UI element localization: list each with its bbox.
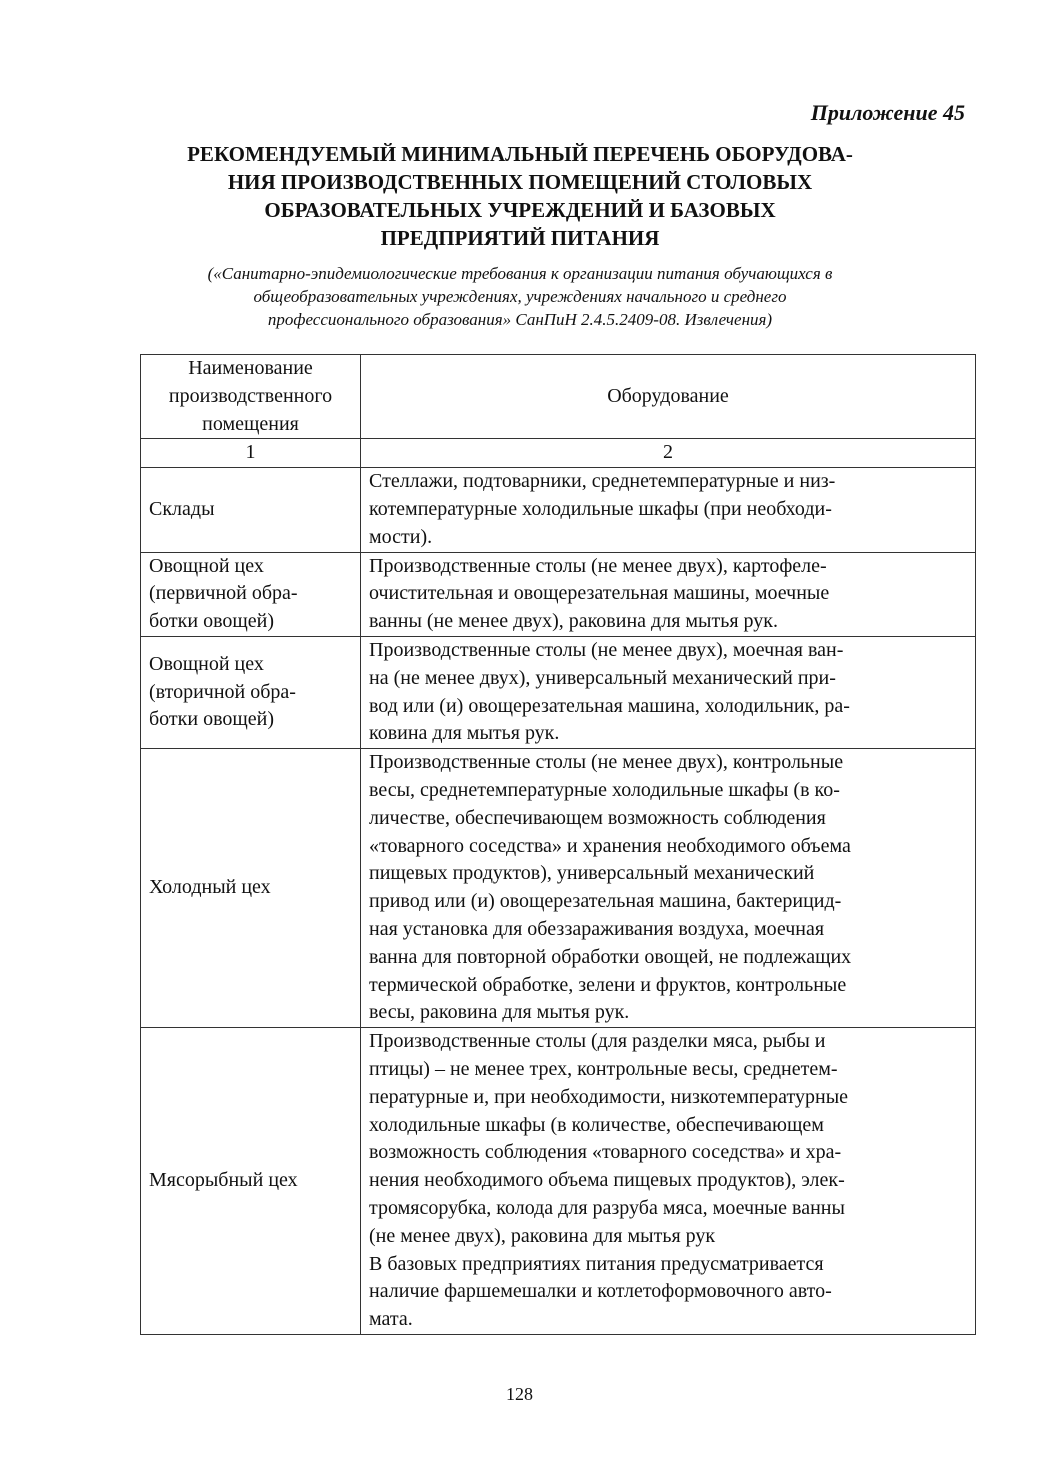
equipment-line: на (не менее двух), универсальный механический при- — [369, 666, 836, 689]
equipment-line: Производственные столы (не менее двух), картофеле- — [369, 554, 827, 577]
subtitle-line: общеобразовательных учреждениях, учреждениях начального и среднего — [253, 287, 787, 306]
equipment-line: весы, среднетемпературные холодильные шкафы (в ко- — [369, 778, 840, 801]
title-line: РЕКОМЕНДУЕМЫЙ МИНИМАЛЬНЫЙ ПЕРЕЧЕНЬ ОБОРУДОВА- — [187, 142, 853, 166]
equipment-line: наличие фаршемешалки и котлетоформовочного авто- — [369, 1280, 832, 1303]
equipment-cell — [361, 552, 976, 636]
equipment-line: Стеллажи, подтоварники, среднетемпературные и низ- — [369, 470, 836, 493]
document-subtitle — [120, 262, 920, 331]
equipment-cell — [361, 468, 976, 552]
header-equipment: Оборудование — [361, 355, 976, 439]
equipment-line: ванны (не менее двух), раковина для мытья рук. — [369, 610, 778, 633]
equipment-line: Производственные столы (не менее двух), моечная ван- — [369, 638, 844, 661]
table-number-row — [141, 439, 976, 468]
column-number: 1 — [141, 439, 361, 468]
header-line: производственного — [168, 384, 333, 407]
table-row — [141, 1028, 976, 1335]
room-name-cell — [141, 468, 361, 552]
equipment-table — [140, 354, 976, 1335]
equipment-line: холодильные шкафы (в количестве, обеспечивающем — [369, 1113, 824, 1136]
room-name-cell — [141, 749, 361, 1028]
table-header-row — [141, 355, 976, 439]
equipment-line: ковина для мытья рук. — [369, 722, 560, 745]
equipment-line: котемпературные холодильные шкафы (при необходи- — [369, 497, 832, 520]
equipment-line: привод или (и) овощерезательная машина, бактерицид- — [369, 890, 842, 913]
table-row — [141, 468, 976, 552]
room-name-line: ботки овощей) — [149, 708, 275, 731]
table-row — [141, 749, 976, 1028]
subtitle-line: профессионального образования» СанПиН 2.4.5.2409-08. Извлечения) — [267, 310, 773, 329]
equipment-line: мата. — [369, 1308, 413, 1331]
equipment-line: (не менее двух), раковина для мытья рук — [369, 1224, 716, 1247]
equipment-line: Производственные столы (для разделки мяса, рыбы и — [369, 1030, 826, 1053]
header-line: Наименование — [188, 357, 313, 379]
appendix-label: Приложение 45 — [810, 100, 965, 125]
equipment-line: очистительная и овощерезательная машины, моечные — [369, 582, 830, 605]
room-name-cell — [141, 636, 361, 748]
equipment-line: пищевых продуктов), универсальный механический — [369, 862, 815, 885]
table-row — [141, 636, 976, 748]
equipment-line: мости). — [369, 525, 433, 548]
title-line: ПРЕДПРИЯТИЙ ПИТАНИЯ — [380, 226, 660, 250]
page-number: 128 — [506, 1384, 533, 1404]
equipment-line: весы, раковина для мытья рук. — [369, 1001, 630, 1024]
equipment-cell — [361, 636, 976, 748]
equipment-line: тромясорубка, колода для разруба мяса, моечные ванны — [369, 1196, 845, 1219]
title-line: ОБРАЗОВАТЕЛЬНЫХ УЧРЕЖДЕНИЙ И БАЗОВЫХ — [264, 198, 776, 222]
equipment-line: «товарного соседства» и хранения необходимого объема — [369, 834, 851, 857]
room-name-line: Холодный цех — [149, 876, 271, 899]
column-number: 2 — [361, 439, 976, 468]
equipment-line: В базовых предприятиях питания предусматривается — [369, 1252, 824, 1275]
title-line: НИЯ ПРОИЗВОДСТВЕННЫХ ПОМЕЩЕНИЙ СТОЛОВЫХ — [227, 170, 813, 194]
room-name-line: (первичной обра- — [149, 582, 298, 605]
room-name-cell — [141, 552, 361, 636]
room-name-line: Овощной цех — [149, 652, 264, 675]
equipment-line: птицы) – не менее трех, контрольные весы, среднетем- — [369, 1057, 838, 1080]
equipment-line: пературные и, при необходимости, низкотемпературные — [369, 1085, 849, 1108]
room-name-line: Мясорыбный цех — [149, 1169, 298, 1192]
equipment-line: ная установка для обеззараживания воздуха, моечная — [369, 917, 825, 940]
room-name-line: (вторичной обра- — [149, 680, 296, 703]
equipment-line: Производственные столы (не менее двух), контрольные — [369, 751, 844, 774]
header-room-name — [141, 355, 361, 439]
equipment-line: личестве, обеспечивающем возможность соблюдения — [369, 806, 826, 829]
equipment-cell — [361, 749, 976, 1028]
equipment-line: ванна для повторной обработки овощей, не подлежащих — [369, 945, 852, 968]
equipment-line: нения необходимого объема пищевых продуктов), элек- — [369, 1169, 845, 1192]
equipment-cell — [361, 1028, 976, 1335]
room-name-line: ботки овощей) — [149, 610, 275, 633]
subtitle-line: («Санитарно-эпидемиологические требования к организации питания обучающихся в — [207, 264, 833, 283]
header-line: помещения — [202, 412, 299, 435]
equipment-line: возможность соблюдения «товарного соседства» и хра- — [369, 1141, 842, 1164]
equipment-line: вод или (и) овощерезательная машина, холодильник, ра- — [369, 694, 850, 717]
document-title — [120, 140, 920, 252]
room-name-line: Склады — [149, 497, 215, 520]
equipment-line: термической обработке, зелени и фруктов, контрольные — [369, 973, 847, 996]
table-row — [141, 552, 976, 636]
room-name-cell — [141, 1028, 361, 1335]
room-name-line: Овощной цех — [149, 554, 264, 577]
